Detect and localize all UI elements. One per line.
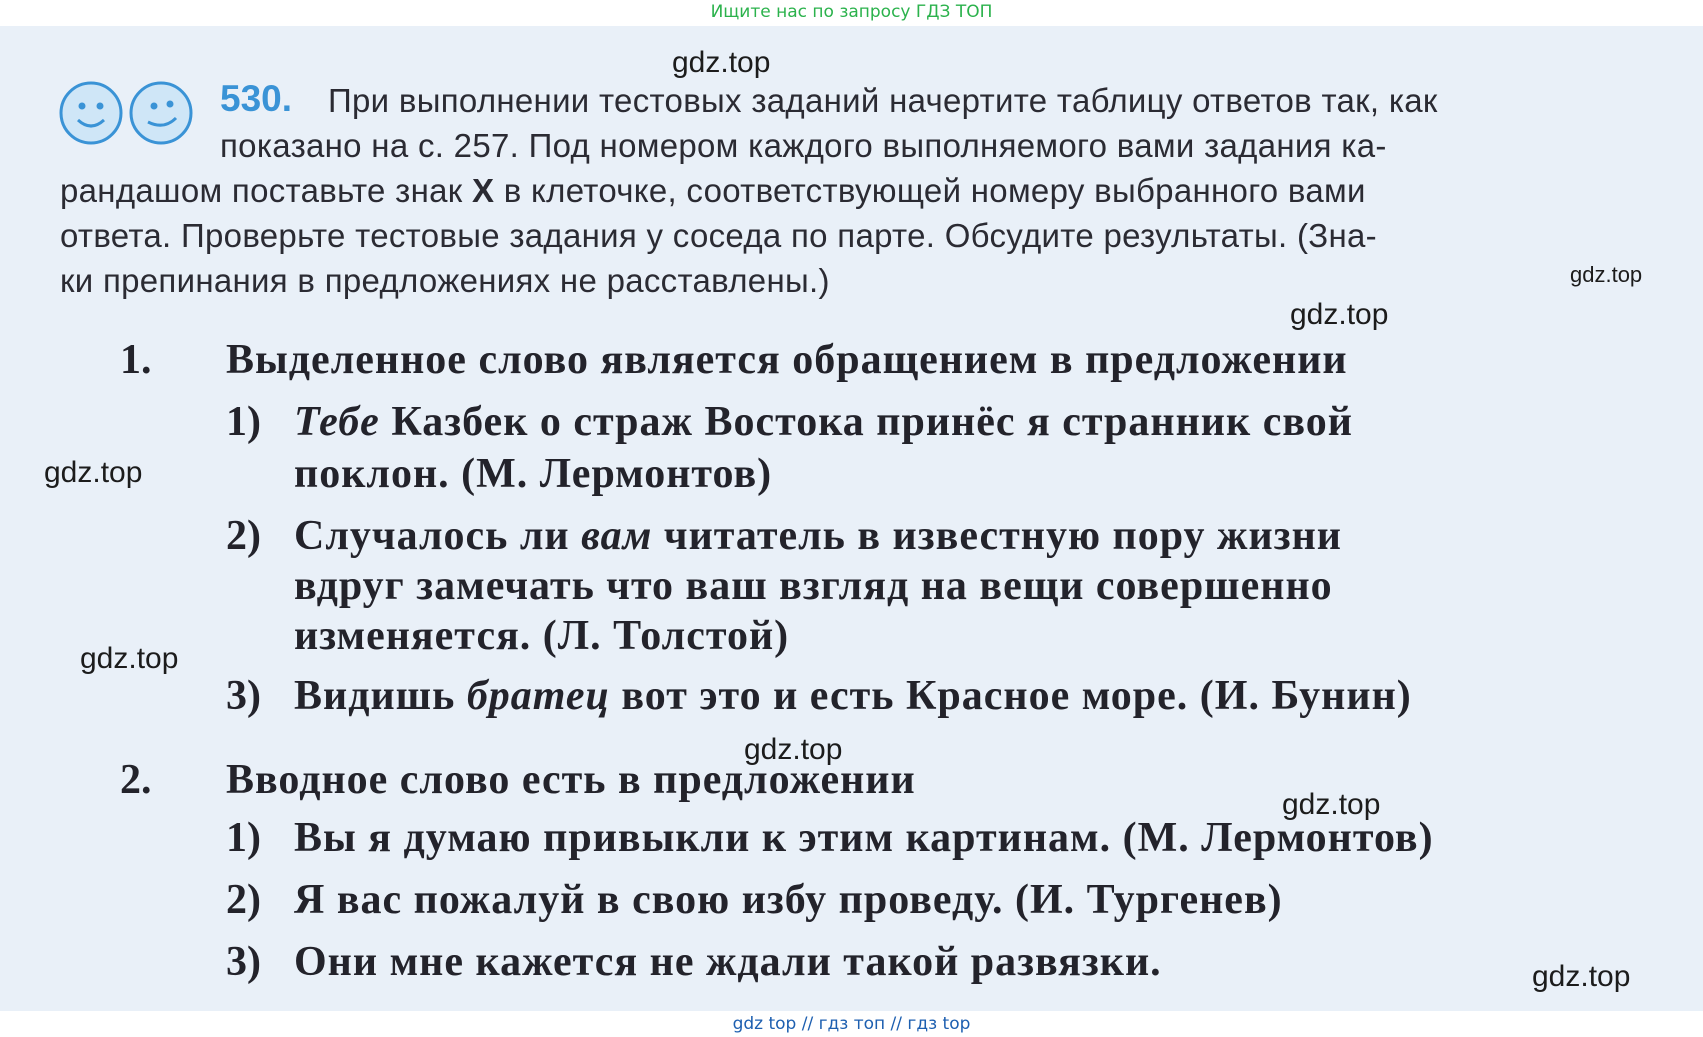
task-intro-line: ки препинания в предложениях не расставлены.) — [60, 262, 830, 299]
watermark: gdz.top — [1282, 788, 1381, 821]
option-text-pre: Видишь — [294, 673, 467, 719]
option-text — [294, 512, 1342, 560]
top-search-banner[interactable]: Ищите нас по запросу ГДЗ ТОП — [710, 2, 993, 22]
option-number: 1) — [226, 815, 261, 861]
option-text: Они мне кажется не ждали такой развязки. — [294, 939, 1162, 985]
option-number: 3) — [226, 673, 261, 719]
task-intro-line: ответа. Проверьте тестовые задания у соседа по парте. Обсудите результаты. (Зна- — [60, 217, 1377, 254]
task-number: 530. — [220, 78, 293, 119]
highlighted-word: Тебе — [294, 399, 380, 445]
watermark: gdz.top — [1532, 960, 1631, 993]
question-text: Вводное слово есть в предложении — [226, 757, 916, 803]
option-text: вдруг замечать что ваш взгляд на вещи совершенно — [294, 563, 1333, 609]
question-number: 2. — [120, 757, 152, 803]
question-number: 1. — [120, 337, 152, 383]
smiley-face-icon — [58, 80, 124, 146]
watermark: gdz.top — [44, 456, 143, 489]
option-text: поклон. (М. Лермонтов) — [294, 451, 773, 497]
task-intro-text: в клеточке, соответствующей номеру выбранного вами — [503, 172, 1366, 209]
watermark: gdz.top — [1290, 298, 1389, 331]
option-number: 1) — [226, 399, 261, 445]
option-text-pre: Случалось ли — [294, 513, 582, 559]
smiley-face-icon — [128, 80, 194, 146]
option-number: 2) — [226, 877, 261, 923]
task-intro-line: При выполнении тестовых заданий начертите таблицу ответов так, как — [328, 82, 1438, 119]
bottom-links-banner[interactable]: gdz top // гдз топ // гдз top — [732, 1014, 971, 1034]
option-text: Вы я думаю привыкли к этим картинам. (М. Лермонтов) — [294, 815, 1434, 861]
option-text: изменяется. (Л. Толстой) — [294, 613, 790, 659]
option-number: 3) — [226, 939, 261, 985]
question-text: Выделенное слово является обращением в предложении — [226, 337, 1348, 383]
option-text — [294, 672, 1412, 720]
task-intro-text: рандашом поставьте знак — [60, 172, 463, 209]
bleed-through-text — [60, 26, 69, 64]
watermark: gdz.top — [672, 46, 771, 79]
highlighted-word: братец — [466, 673, 610, 719]
task-intro-line — [60, 172, 1366, 210]
option-text-rest: вот это и есть Красное море. (И. Бунин) — [609, 673, 1412, 719]
option-text — [294, 398, 1353, 446]
watermark: gdz.top — [1570, 262, 1643, 287]
watermark: gdz.top — [80, 642, 179, 675]
option-text-rest: Казбек о страж Востока принёс я странник свой — [379, 399, 1353, 445]
mark-symbol: X — [471, 172, 495, 209]
watermark: gdz.top — [744, 733, 843, 766]
option-number: 2) — [226, 513, 261, 559]
textbook-page — [0, 26, 1703, 1011]
option-text-rest: читатель в известную пору жизни — [652, 513, 1342, 559]
task-intro-line: показано на с. 257. Под номером каждого выполняемого вами задания ка- — [220, 127, 1387, 164]
option-text: Я вас пожалуй в свою избу проведу. (И. Тургенев) — [294, 877, 1283, 923]
highlighted-word: вам — [581, 513, 653, 559]
